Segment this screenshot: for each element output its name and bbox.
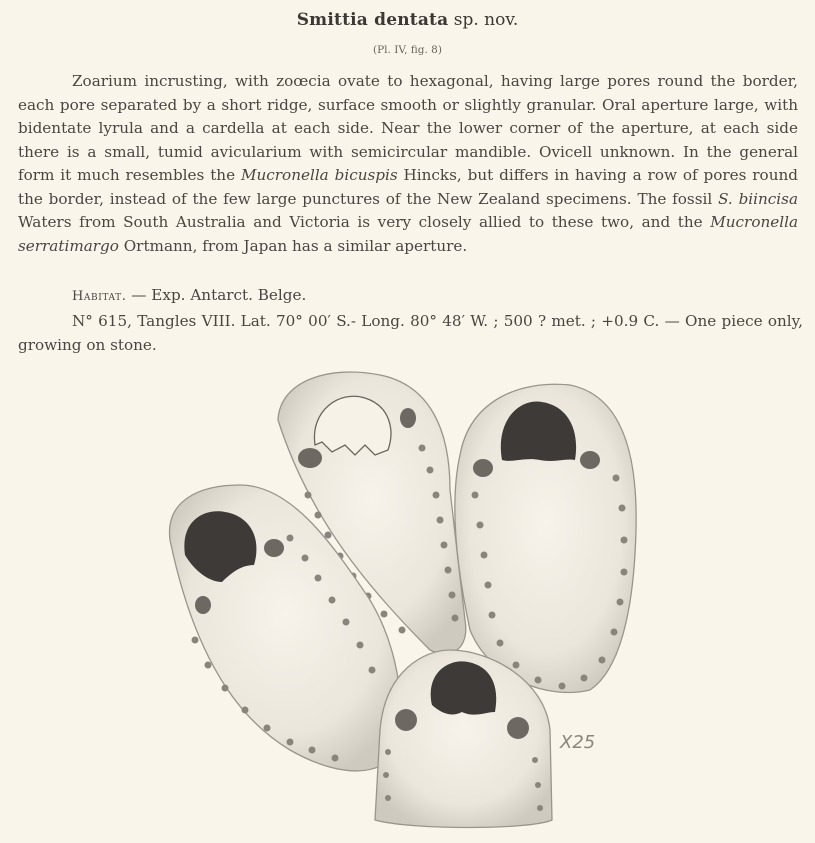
taxon-s-biincisa: S. biincisa xyxy=(718,189,798,208)
description-text-3: Waters from South Australia and Victoria is very closely allied to these two, and the xyxy=(18,213,711,231)
species-name: Smittia dentata xyxy=(296,10,449,30)
description-text-4: Ortmann, from Japan has a similar aperture. xyxy=(118,236,468,255)
description-paragraph xyxy=(18,70,798,258)
station-paragraph: N° 615, Tangles VIII. Lat. 70° 00′ S.- Long. 80° 48′ W. ; 500 ? met. ; +0.9 C. — One piece only, growing on stone. xyxy=(18,312,803,354)
species-suffix: sp. nov. xyxy=(453,10,519,30)
habitat-line xyxy=(72,286,306,304)
habitat-label: Habitat. xyxy=(72,289,127,304)
scale-label: X25 xyxy=(560,732,596,753)
taxon-mucronella-serratimargo: Mucronella serratimargo xyxy=(18,213,798,255)
description-text-2: Hincks, but differs in having a row of pores round the border, instead of the few large punctures of the New Zealand specimens. The fossil xyxy=(18,166,798,208)
taxon-mucronella-bicuspis: Mucronella bicuspis xyxy=(240,166,398,184)
zooecia-illustration xyxy=(150,360,650,840)
species-title xyxy=(0,10,815,30)
plate-reference: (Pl. IV, fig. 8) xyxy=(373,44,442,56)
zooecium-top-right xyxy=(455,384,636,692)
habitat-text: — Exp. Antarct. Belge. xyxy=(126,286,307,304)
description-text-1: Zoarium incrusting, with zoœcia ovate to hexagonal, having large pores round the border, each pore separated by a short ridge, surface smooth or slightly granular. Oral aperture large, with bidentate lyrula and a cardella at each side. Near the lower corner of the aperture, at each side there is a small, tumid avicularium with semicircular mandible. Ovicell unknown. In the general form it much resembles the xyxy=(18,72,798,184)
